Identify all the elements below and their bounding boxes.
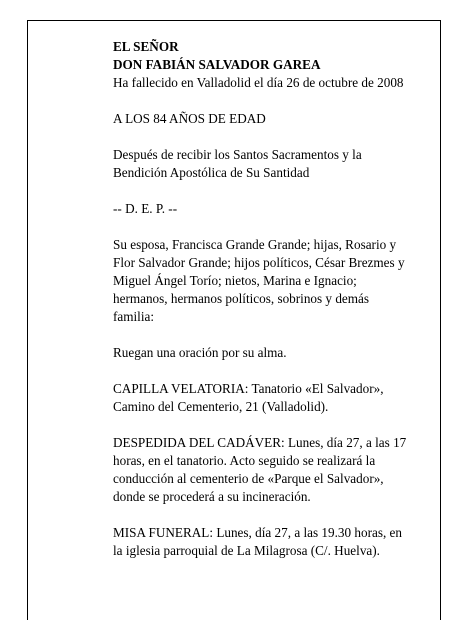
sacraments-line-2: Bendición Apostólica de Su Santidad bbox=[113, 165, 310, 180]
family-line-2: Flor Salvador Grande; hijos políticos, César Brezmes y bbox=[113, 255, 405, 270]
mass-line-2: la iglesia parroquial de La Milagrosa (C/. Huelva). bbox=[113, 543, 380, 558]
chapel-line-1: CAPILLA VELATORIA: Tanatorio «El Salvador», bbox=[113, 381, 384, 396]
sacraments-block bbox=[113, 146, 433, 182]
rip-text: -- D. E. P. -- bbox=[113, 201, 178, 216]
prayer-block bbox=[113, 344, 433, 362]
family-line-5: familia: bbox=[113, 309, 155, 324]
family-block bbox=[113, 236, 433, 326]
mass-block bbox=[113, 524, 433, 560]
chapel-line-2: Camino del Cementerio, 21 (Valladolid). bbox=[113, 399, 329, 414]
mass-line-1: MISA FUNERAL: Lunes, día 27, a las 19.30 horas, en bbox=[113, 525, 402, 540]
title-honorific: EL SEÑOR bbox=[113, 39, 179, 54]
farewell-line-4: donde se procederá a su incineración. bbox=[113, 489, 311, 504]
farewell-line-3: conducción al cementerio de «Parque el Salvador», bbox=[113, 471, 384, 486]
chapel-block bbox=[113, 380, 433, 416]
farewell-block bbox=[113, 434, 433, 506]
obituary-notice bbox=[113, 38, 433, 560]
age-statement: A LOS 84 AÑOS DE EDAD bbox=[113, 111, 266, 126]
family-line-3: Miguel Ángel Torío; nietos, Marina e Ignacio; bbox=[113, 273, 357, 288]
farewell-line-2: horas, en el tanatorio. Acto seguido se realizará la bbox=[113, 453, 376, 468]
prayer-text: Ruegan una oración por su alma. bbox=[113, 345, 287, 360]
header-block bbox=[113, 38, 433, 92]
family-line-4: hermanos, hermanos políticos, sobrinos y demás bbox=[113, 291, 370, 306]
death-statement: Ha fallecido en Valladolid el día 26 de octubre de 2008 bbox=[113, 75, 404, 90]
rip-block bbox=[113, 200, 433, 218]
family-line-1: Su esposa, Francisca Grande Grande; hijas, Rosario y bbox=[113, 237, 397, 252]
farewell-line-1: DESPEDIDA DEL CADÁVER: Lunes, día 27, a las 17 bbox=[113, 435, 407, 450]
age-block bbox=[113, 110, 433, 128]
deceased-name: DON FABIÁN SALVADOR GAREA bbox=[113, 57, 321, 72]
sacraments-line-1: Después de recibir los Santos Sacramentos y la bbox=[113, 147, 362, 162]
